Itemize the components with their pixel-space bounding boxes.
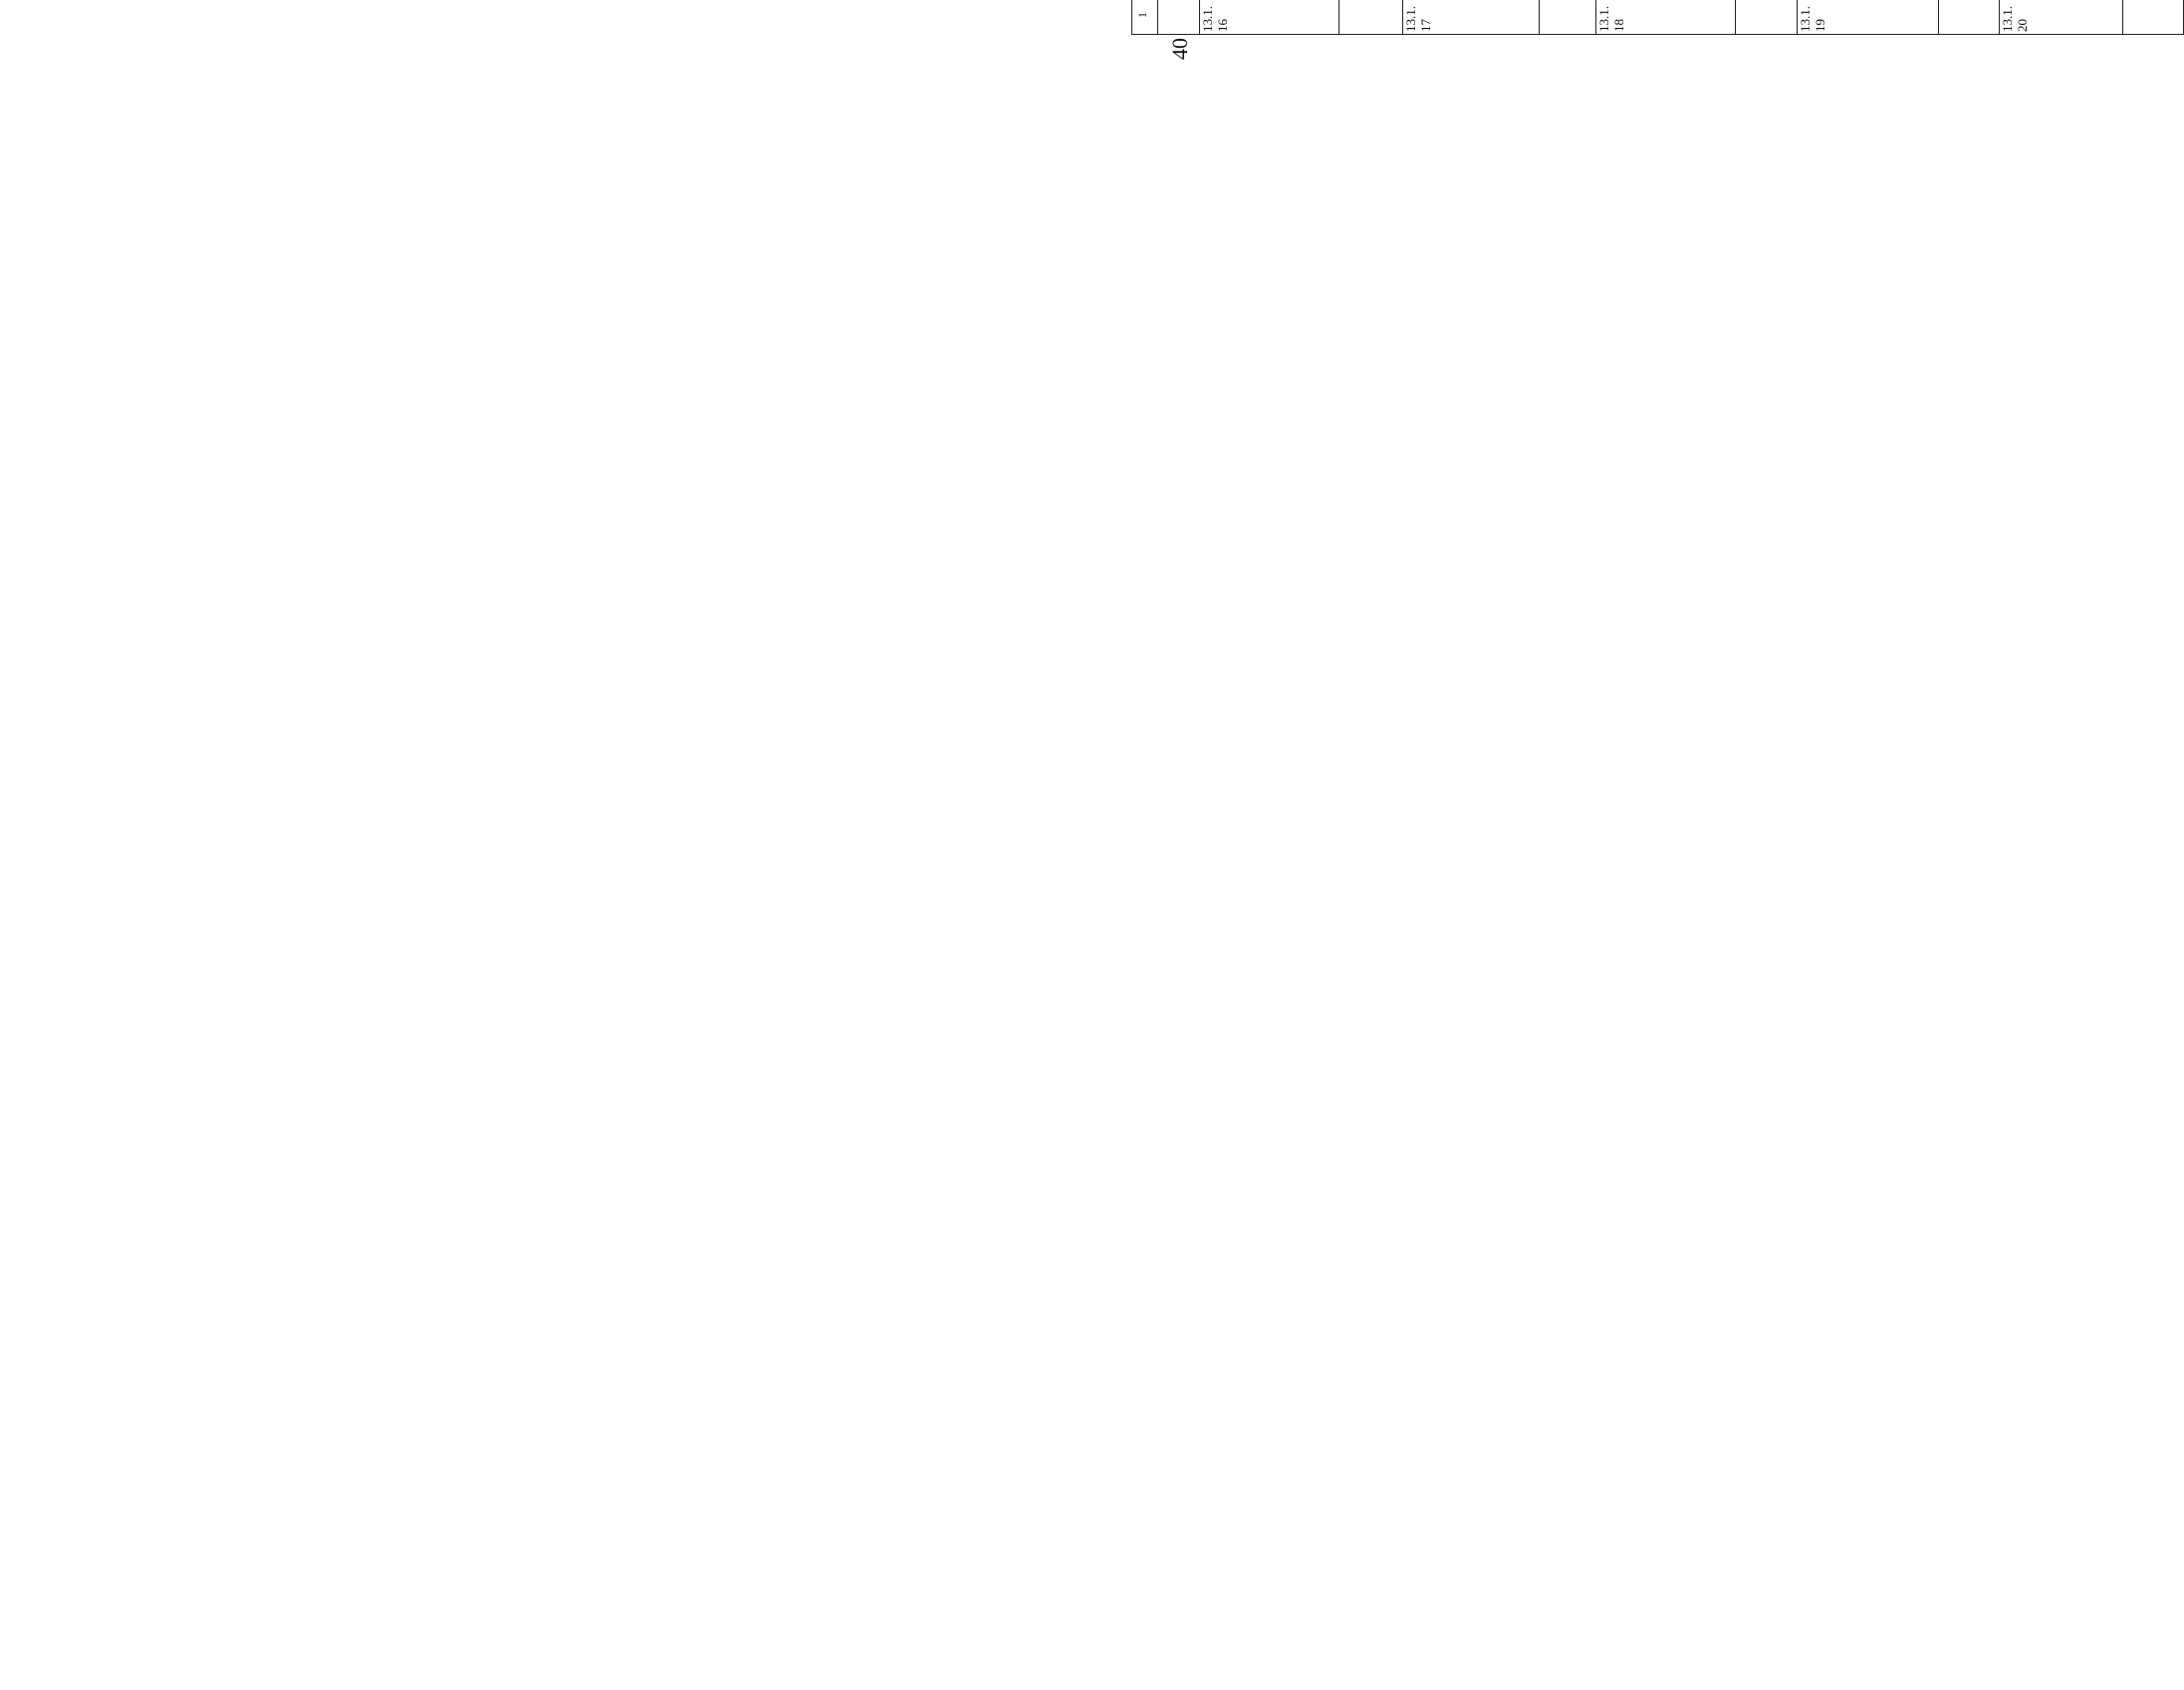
cell-col-1 [1797,0,1938,35]
column-number-1: 1 [1135,12,1149,18]
control-event-row [1539,0,1596,35]
row-number: 13.1. 19 [1798,6,1827,32]
cell-col-1 [1199,0,1338,35]
cell-col-1 [1539,0,1595,35]
column-number-row [1131,0,1158,35]
continued-cell [1157,0,1199,35]
cell-col-1 [1595,0,1735,35]
program-table [1131,0,2184,35]
measure-row [1402,0,1540,35]
cell-col-1 [1402,0,1539,35]
measure-row [1999,0,2123,35]
continued-row [1157,0,1200,35]
control-event-row [1938,0,2000,35]
cell-col-1 [1338,0,1402,35]
page-number: 40 [1167,38,1192,60]
control-event-row [1735,0,1798,35]
row-number: 13.1. 17 [1403,6,1433,32]
cell-col-1 [1938,0,1999,35]
row-number: 13.1. 20 [2000,6,2030,32]
measure-row [1595,0,1736,35]
control-event-row [1338,0,1403,35]
row-number: 13.1. 18 [1596,6,1626,32]
row-number: 13.1. 16 [1200,6,1230,32]
cell-col-1 [1735,0,1797,35]
measure-row [1199,0,1339,35]
cell-col-1 [1999,0,2122,35]
measure-row [1797,0,1939,35]
